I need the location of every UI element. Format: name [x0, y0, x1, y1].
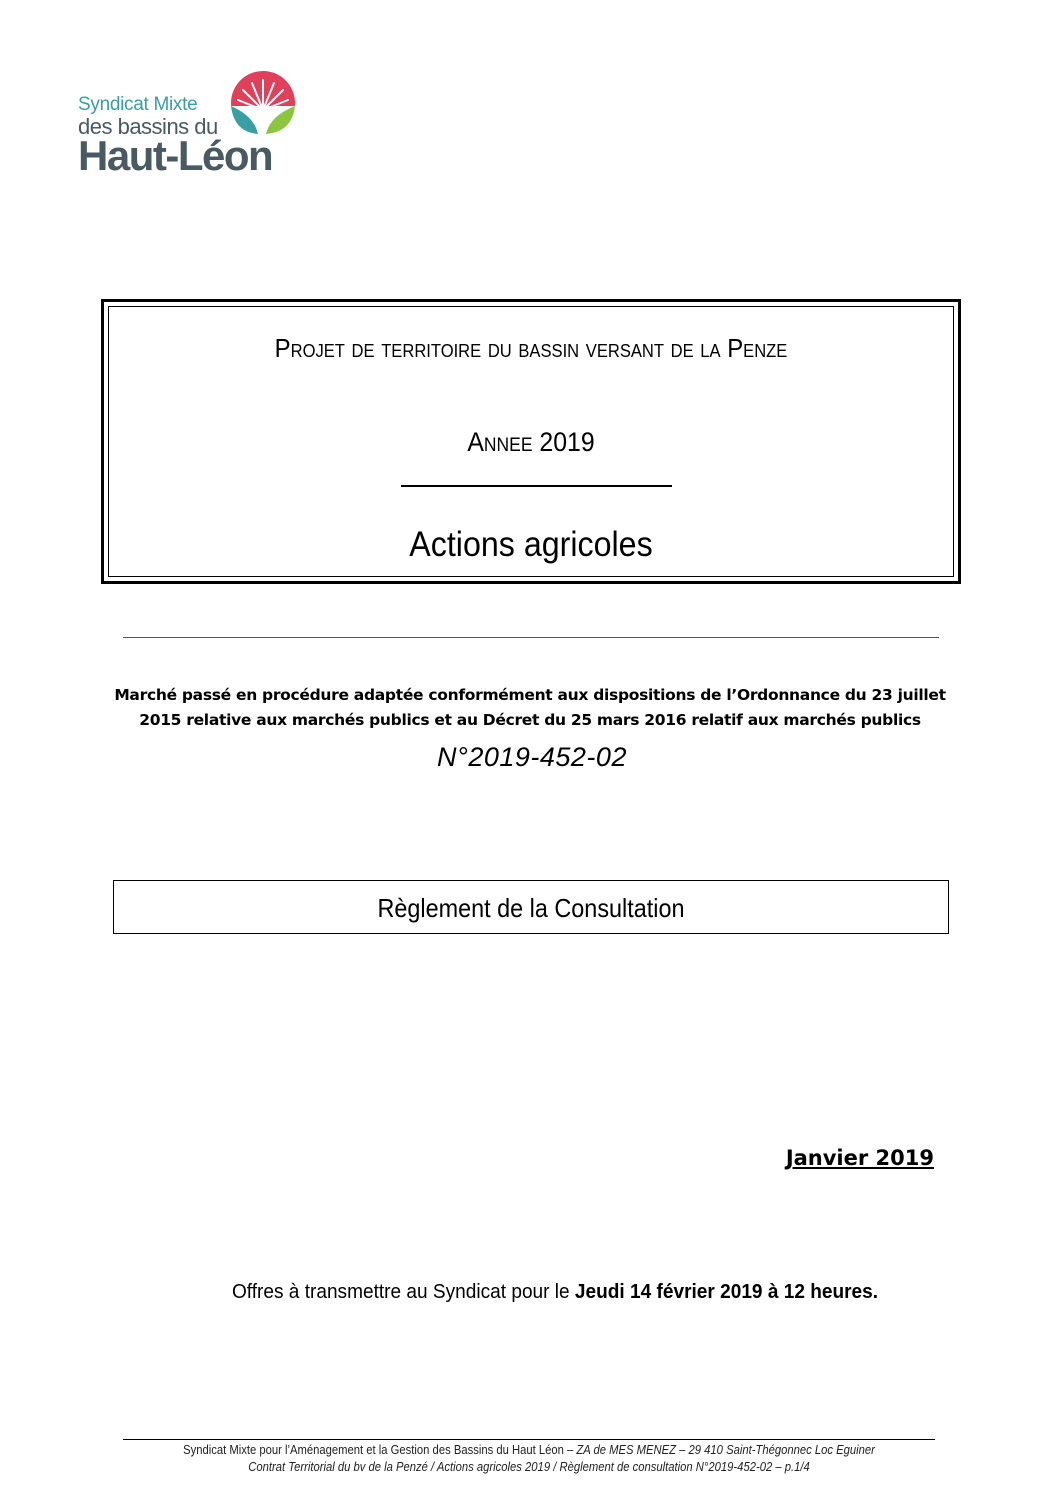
footer-address: ZA de MES MENEZ – 29 410 Saint-Thégonnec Loc Eguiner: [576, 1443, 875, 1457]
legal-line-2: 2015 relative aux marchés publics et au Décret du 25 mars 2016 relatif aux marchés publics: [139, 711, 921, 729]
document-year: Annee 2019: [467, 427, 595, 457]
consultation-box: [113, 880, 949, 934]
section-divider: [123, 637, 939, 638]
title-frame: [101, 299, 961, 584]
footer-divider: [123, 1439, 935, 1440]
submission-deadline: [39, 1280, 1058, 1304]
consultation-title: Règlement de la Consultation: [377, 893, 685, 923]
logo: [78, 70, 318, 180]
logo-text-line1: Syndicat Mixte: [78, 94, 198, 115]
legal-line-1: Marché passé en procédure adaptée conformément aux dispositions de l’Ordonnance du 23 juillet: [114, 686, 946, 704]
logo-text-line3: Haut-Léon: [78, 132, 273, 179]
logo-flower-icon: [230, 70, 296, 136]
footer-line-1: [53, 1442, 1005, 1459]
footer-contract: Contrat Territorial du bv de la Penzé / Actions agricoles 2019 / Règlement de consultation N°2019-452-02 – p.1/4: [248, 1460, 810, 1474]
footer-line-2: [53, 1459, 1005, 1476]
deadline-prefix: Offres à transmettre au Syndicat pour le: [231, 1280, 575, 1303]
document-subtitle: Actions agricoles: [409, 525, 653, 564]
legal-statement: [110, 683, 950, 733]
page-footer: [0, 1442, 1058, 1476]
title-frame-inner: [108, 306, 954, 577]
document-date: Janvier 2019: [785, 1146, 934, 1170]
footer-organization: Syndicat Mixte pour l’Aménagement et la Gestion des Bassins du Haut Léon –: [183, 1443, 577, 1457]
deadline-date: Jeudi 14 février 2019 à 12 heures.: [574, 1280, 879, 1303]
title-divider: [401, 485, 672, 487]
logo-text-line2: des bassins du: [78, 114, 218, 139]
document-title: Projet de territoire du bassin versant de la Penze: [274, 333, 788, 363]
reference-number: N°2019-452-02: [437, 742, 627, 772]
